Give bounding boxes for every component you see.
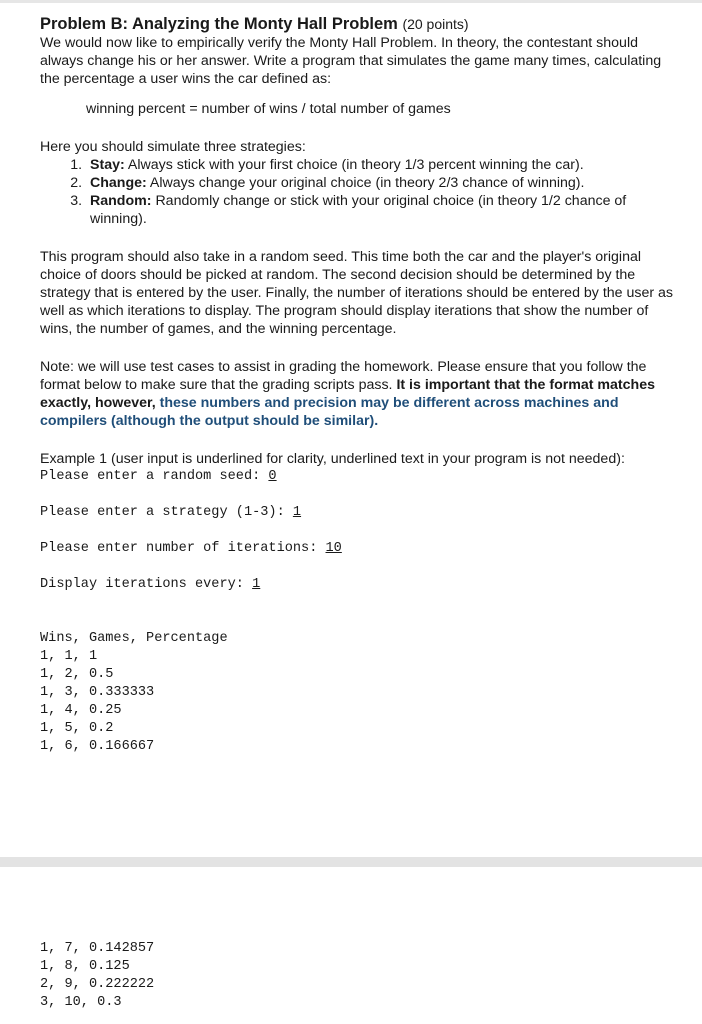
winning-percent-formula: winning percent = number of wins / total number of games — [86, 101, 451, 117]
prompt-input: 1 — [252, 577, 261, 592]
note-plain: Note: we will use test cases to assist in grading the homework. Please ensure that you follow the format below to make sure that the grading scripts pass. — [40, 359, 647, 393]
document-page-bottom — [40, 940, 680, 1012]
strategy-item-random — [86, 192, 680, 228]
output-row: 1, 3, 0.333333 — [40, 685, 155, 700]
strategy-name: Random: — [90, 193, 152, 209]
prompt-text: Please enter number of iterations: — [40, 541, 326, 556]
output-row: 3, 10, 0.3 — [40, 995, 122, 1010]
output-header: Wins, Games, Percentage — [40, 631, 228, 646]
strategies-intro: Here you should simulate three strategies: — [40, 139, 306, 155]
prompt-random-seed — [40, 468, 680, 486]
page-top-border — [0, 0, 702, 3]
output-row: 1, 6, 0.166667 — [40, 739, 155, 754]
problem-points: (20 points) — [402, 16, 469, 32]
prompt-iterations — [40, 540, 680, 558]
output-rows-top — [40, 648, 680, 756]
prompt-text: Please enter a random seed: — [40, 469, 269, 484]
random-seed-paragraph: This program should also take in a random seed. This time both the car and the player's original choice of doors should be picked at random. The second decision should be determined by the strategy that is entered by the user. Finally, the number of iterations should be entered by the user as well as which iterations to display. The program should display iterations that show the number of wins, the number of games, and the winning percentage. — [40, 249, 674, 337]
strategy-name: Stay: — [90, 157, 125, 173]
page-divider — [0, 857, 702, 867]
problem-title — [40, 14, 680, 34]
strategy-name: Change: — [90, 175, 147, 191]
prompt-input: 1 — [292, 505, 302, 520]
prompt-input: 10 — [325, 541, 342, 556]
prompt-strategy — [40, 504, 680, 522]
note-blue: these numbers and precision may be different across machines and compilers (although the output should be similar). — [40, 395, 619, 429]
prompt-text: Display iterations every: — [40, 577, 253, 592]
strategy-item-stay — [86, 156, 680, 174]
problem-title-text: Problem B: Analyzing the Monty Hall Problem — [40, 15, 398, 33]
strategy-desc: Always change your original choice (in theory 2/3 chance of winning). — [149, 175, 585, 191]
note-bold: It is important that the format matches exactly, however, — [40, 377, 655, 411]
example-heading: Example 1 (user input is underlined for clarity, underlined text in your program is not needed): — [40, 451, 625, 467]
strategy-desc: Randomly change or stick with your original choice (in theory 1/2 chance of winning). — [90, 193, 627, 227]
note-paragraph — [40, 358, 680, 430]
prompt-input: 0 — [268, 469, 277, 484]
strategy-item-change — [86, 174, 680, 192]
output-row: 2, 9, 0.222222 — [40, 977, 155, 992]
prompt-text: Please enter a strategy (1-3): — [40, 505, 293, 520]
output-row: 1, 5, 0.2 — [40, 721, 114, 736]
output-row: 1, 1, 1 — [40, 649, 98, 664]
prompt-display-every — [40, 576, 680, 594]
strategy-desc: Always stick with your first choice (in theory 1/3 percent winning the car). — [127, 157, 584, 173]
output-row: 1, 7, 0.142857 — [40, 941, 155, 956]
output-row: 1, 8, 0.125 — [40, 959, 130, 974]
strategies-list — [40, 156, 680, 228]
document-page-top — [40, 14, 680, 756]
output-row: 1, 4, 0.25 — [40, 703, 122, 718]
intro-paragraph: We would now like to empirically verify the Monty Hall Problem. In theory, the contestant should always change his or her answer. Write a program that simulates the game many times, calculating the percentage a user wins the car defined as: — [40, 35, 662, 87]
output-row: 1, 2, 0.5 — [40, 667, 114, 682]
